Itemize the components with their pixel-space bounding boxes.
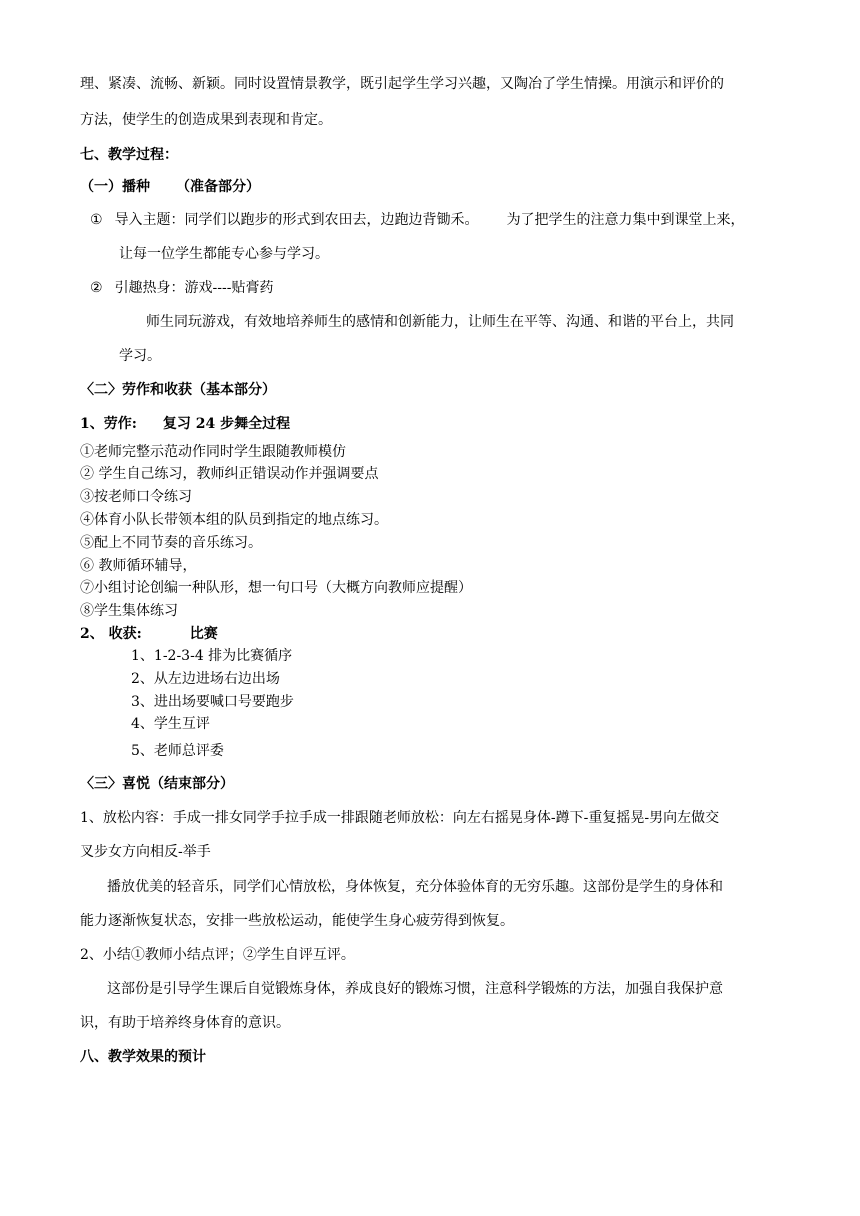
- intro-line-2: 方法，使学生的创造成果到表现和肯定。: [80, 112, 332, 128]
- part-1-note: （准备部分）: [176, 179, 260, 195]
- part-1-title: （一）播种: [80, 179, 150, 195]
- labor-step: ④体育小队长带领本组的队员到指定的地点练习。: [80, 512, 388, 528]
- harvest-title: 比赛: [189, 626, 218, 642]
- section-8-heading: 八、教学效果的预计: [80, 1049, 206, 1065]
- harvest-item: 5、老师总评委: [131, 743, 224, 759]
- harvest-item: 2、从左边进场右边出场: [131, 671, 280, 687]
- part-1-item-1: [90, 210, 745, 230]
- labor-step: ② 学生自己练习，教师纠正错误动作并强调要点: [80, 466, 379, 482]
- harvest-heading: [80, 624, 218, 644]
- summary-line: 2、小结①教师小结点评；②学生自评互评。: [80, 947, 355, 963]
- labor-step: ⑥ 教师循环辅导，: [80, 558, 197, 574]
- item-1-marker: ①: [90, 212, 103, 228]
- labor-step: ①老师完整示范动作同时学生跟随教师模仿: [80, 444, 346, 460]
- part-1-item-2-desc-2: 学习。: [119, 348, 161, 364]
- labor-step: ③按老师口令练习: [80, 489, 192, 505]
- part-1-item-2-desc-1: 师生同玩游戏，有效地培养师生的感情和创新能力，让师生在平等、沟通、和谐的平台上，共同: [146, 314, 734, 330]
- labor-step: ⑧学生集体练习: [80, 603, 178, 619]
- part-1-heading: [80, 177, 260, 197]
- labor-step: ⑤配上不同节奏的音乐练习。: [80, 535, 262, 551]
- labor-title: 复习 24 步舞全过程: [162, 416, 291, 432]
- part-2-heading: 〈二〉劳作和收获（基本部分）: [80, 382, 276, 398]
- harvest-item: 3、进出场要喊口号要跑步: [131, 694, 294, 710]
- labor-label: 1、劳作:: [80, 416, 137, 432]
- item-2-text: 引趣热身：游戏----贴膏药: [114, 280, 274, 296]
- item-1-text-a: 导入主题：同学们以跑步的形式到农田去，边跑边背锄禾。: [114, 212, 479, 228]
- labor-heading: [80, 414, 290, 434]
- relax-desc-2: 能力逐渐恢复状态，安排一些放松运动，能使学生身心疲劳得到恢复。: [80, 913, 514, 929]
- harvest-label: 2、 收获:: [80, 626, 142, 642]
- item-1-text-b: 为了把学生的注意力集中到课堂上来，: [506, 212, 745, 228]
- harvest-item: 4、学生互评: [131, 716, 210, 732]
- harvest-item: 1、1-2-3-4 排为比赛循序: [131, 648, 293, 664]
- relax-line-2: 叉步女方向相反-举手: [80, 844, 211, 860]
- section-7-heading: 七、教学过程：: [80, 147, 178, 163]
- labor-step: ⑦小组讨论创编一种队形，想一句口号（大概方向教师应提醒）: [80, 580, 472, 596]
- relax-line-1: 1、放松内容：手成一排女同学手拉手成一排跟随老师放松：向左右摇晃身体-蹲下-重复摇晃-男向左做交: [80, 810, 720, 826]
- part-1-item-2: [90, 278, 273, 298]
- intro-line-1: 理、紧凑、流畅、新颖。同时设置情景教学，既引起学生学习兴趣，又陶冶了学生情操。用演示和评价的: [80, 76, 724, 92]
- part-1-item-1-cont: 让每一位学生都能专心参与学习。: [119, 246, 329, 262]
- summary-desc-1: 这部份是引导学生课后自觉锻炼身体，养成良好的锻炼习惯，注意科学锻炼的方法，加强自我保护意: [107, 981, 723, 997]
- part-3-heading: 〈三〉喜悦（结束部分）: [80, 776, 234, 792]
- item-2-marker: ②: [90, 280, 103, 296]
- relax-desc-1: 播放优美的轻音乐，同学们心情放松，身体恢复，充分体验体育的无穷乐趣。这部份是学生的身体和: [107, 879, 723, 895]
- summary-desc-2: 识，有助于培养终身体育的意识。: [80, 1015, 290, 1031]
